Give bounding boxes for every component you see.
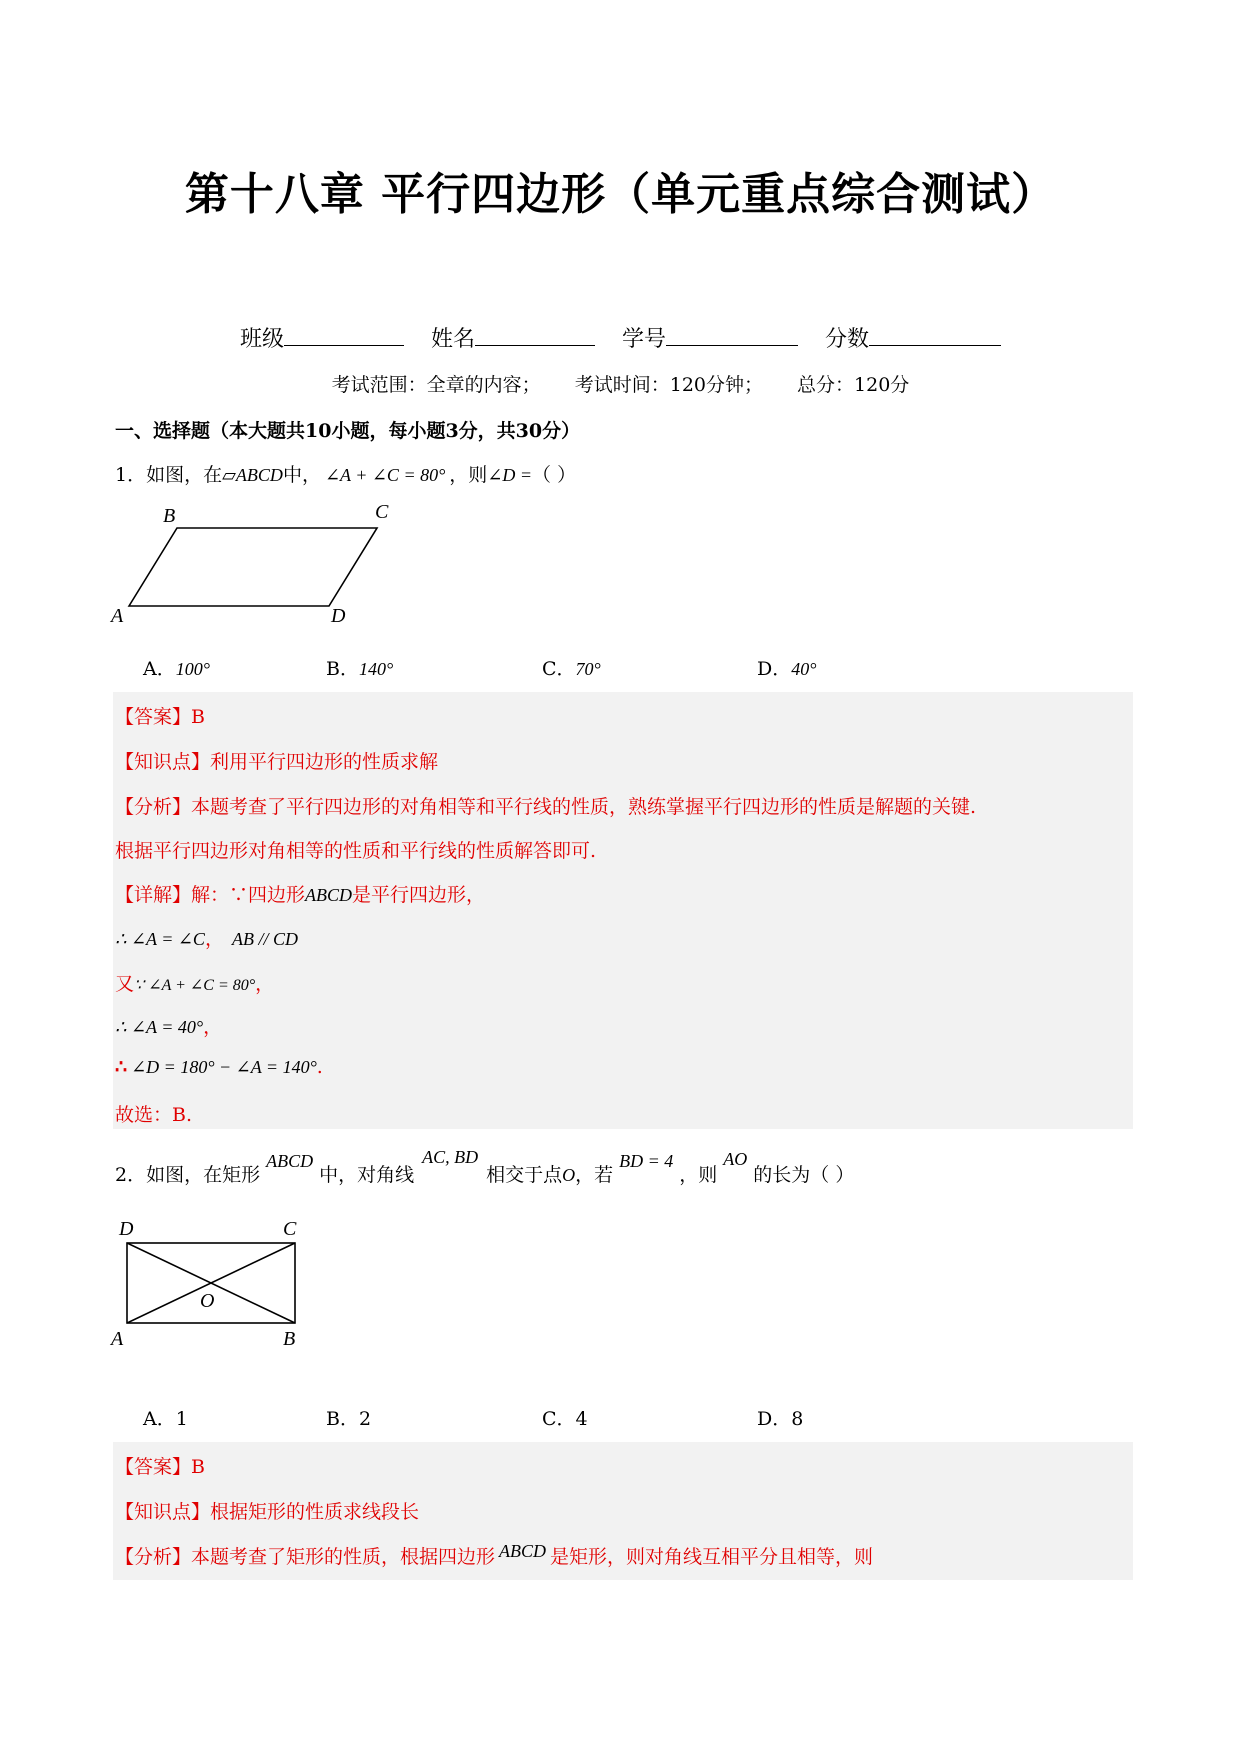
- question-2-stem: [115, 1147, 855, 1187]
- detail-math: ∴ ∠A = ∠C: [115, 929, 205, 949]
- q1-detail-line3: [115, 969, 274, 996]
- vertex-label-d: D: [331, 605, 346, 627]
- exam-scope-line: [0, 370, 1241, 397]
- vertex-label-o: O: [200, 1290, 215, 1312]
- q2-answer-box: [113, 1442, 1133, 1580]
- q1-answer-box: [113, 692, 1133, 1129]
- q2-analysis: [115, 1542, 873, 1569]
- q1-detail-line5: [115, 1056, 323, 1078]
- detail-math: ∵ ∠A + ∠C = 80°: [134, 977, 256, 994]
- analysis-tag: 【分析】: [115, 796, 192, 818]
- detail-math: ∠D = 180° − ∠A = 140°: [131, 1057, 317, 1077]
- detail-text: 是平行四边形，: [352, 884, 486, 906]
- option-value: 4: [575, 1408, 588, 1430]
- q1-detail-line6: 故选：B.: [115, 1104, 193, 1126]
- q2-option-b[interactable]: [326, 1404, 371, 1431]
- option-value: 2: [358, 1408, 372, 1430]
- page-title: 第十八章 平行四边形（单元重点综合测试）: [184, 169, 1057, 220]
- vertex-label-a: A: [111, 1328, 124, 1350]
- detail-math: ABCD: [305, 885, 353, 905]
- q1-option-a[interactable]: [143, 654, 210, 681]
- q2-option-c[interactable]: [542, 1404, 588, 1431]
- q2-answer: [115, 1452, 205, 1479]
- q1-math-angle-d: ∠D =: [487, 465, 533, 485]
- answer-tag: 【答案】: [115, 1456, 192, 1478]
- option-label: B．: [326, 1408, 359, 1430]
- name-field: [431, 322, 595, 353]
- q2-text-e: ，则: [679, 1164, 718, 1186]
- knowledge-tag: 【知识点】: [115, 751, 211, 773]
- class-field: [240, 322, 404, 353]
- exam-range: 考试范围：全章的内容；: [331, 374, 541, 396]
- q1-option-d[interactable]: [757, 654, 816, 681]
- question-1-stem: [115, 460, 576, 487]
- detail-text: ，: [203, 1016, 223, 1038]
- q2-text-f: 的长为（ ）: [753, 1164, 855, 1186]
- section-heading: 一、选择题（本大题共10小题，每小题3分，共30分）: [115, 420, 581, 442]
- vertex-label-b: B: [283, 1328, 296, 1350]
- analysis-text: 本题考查了平行四边形的对角相等和平行线的性质，熟练掌握平行四边形的性质是解题的关键.: [191, 796, 977, 818]
- q2-math-diagonals: AC, BD: [422, 1147, 479, 1167]
- name-label: 姓名: [430, 327, 475, 352]
- score-label: 分数: [825, 327, 870, 352]
- id-blank[interactable]: [666, 325, 798, 346]
- q1-detail-line2: [115, 924, 298, 951]
- q1-detail-line1: [115, 880, 485, 907]
- q1-text-b: 中，: [282, 464, 321, 486]
- q1-option-b[interactable]: [326, 654, 393, 681]
- analysis-math: ABCD: [499, 1541, 547, 1561]
- q2-text-a: 2．如图，在矩形: [115, 1164, 261, 1186]
- vertex-label-a: A: [111, 605, 124, 627]
- q2-option-a[interactable]: [143, 1404, 188, 1431]
- detail-text: .: [316, 1056, 323, 1078]
- answer-text: B: [191, 706, 205, 728]
- option-label: A．: [143, 658, 176, 680]
- student-info-row: [0, 322, 1241, 353]
- q2-math-point-o: O: [562, 1165, 576, 1185]
- detail-tag: 【详解】: [115, 884, 192, 906]
- q2-math-ao: AO: [723, 1149, 748, 1169]
- q2-text-d: ，若: [575, 1164, 614, 1186]
- analysis-text: 是矩形，则对角线互相平分且相等，则: [550, 1546, 874, 1568]
- q1-analysis-line2: 根据平行四边形对角相等的性质和平行线的性质解答即可.: [115, 840, 597, 862]
- detail-text: 解：∵四边形: [191, 884, 306, 906]
- id-label: 学号: [622, 327, 667, 352]
- option-value: 40°: [791, 659, 817, 679]
- class-blank[interactable]: [284, 325, 404, 346]
- name-blank[interactable]: [475, 325, 595, 346]
- q1-math-angle-sum: ∠A + ∠C = 80°: [324, 465, 446, 485]
- rectangle-figure: [105, 1215, 315, 1355]
- q2-math-bd: BD = 4: [619, 1151, 674, 1171]
- score-blank[interactable]: [869, 325, 1001, 346]
- q1-answer: [115, 702, 205, 729]
- option-label: B．: [326, 658, 359, 680]
- detail-text: ，: [255, 973, 275, 995]
- score-field: [825, 322, 1001, 353]
- class-label: 班级: [239, 327, 284, 352]
- q2-option-d[interactable]: [757, 1404, 803, 1431]
- q2-knowledge: [115, 1497, 419, 1524]
- detail-math: ∴ ∠A = 40°: [115, 1017, 204, 1037]
- vertex-label-c: C: [283, 1218, 297, 1240]
- detail-text: ，: [204, 928, 224, 950]
- option-label: D．: [757, 1408, 792, 1430]
- option-value: 70°: [575, 659, 601, 679]
- q2-text-c: 相交于点: [486, 1164, 563, 1186]
- analysis-tag: 【分析】: [115, 1546, 192, 1568]
- vertex-label-c: C: [375, 501, 389, 523]
- option-value: 8: [791, 1408, 804, 1430]
- option-label: A．: [143, 1408, 176, 1430]
- detail-text: ∴: [115, 1056, 128, 1078]
- detail-math: AB // CD: [231, 929, 298, 949]
- q1-knowledge: [115, 747, 438, 774]
- exam-total: 总分：120分: [797, 374, 910, 396]
- q1-text-c: ，则: [449, 464, 488, 486]
- answer-tag: 【答案】: [115, 706, 192, 728]
- parallelogram-figure: [105, 500, 405, 630]
- detail-text: 又: [115, 973, 135, 995]
- option-label: D．: [757, 658, 792, 680]
- analysis-text: 本题考查了矩形的性质，根据四边形: [191, 1546, 496, 1568]
- q2-text-b: 中，对角线: [319, 1164, 415, 1186]
- knowledge-text: 根据矩形的性质求线段长: [210, 1501, 420, 1523]
- exam-time: 考试时间：120分钟；: [574, 374, 763, 396]
- q2-math-rect: ABCD: [266, 1151, 314, 1171]
- q1-math-parallelogram: ▱ABCD: [222, 465, 283, 485]
- id-field: [622, 322, 798, 353]
- parallelogram-shape: [129, 528, 377, 606]
- vertex-label-d: D: [119, 1218, 134, 1240]
- knowledge-tag: 【知识点】: [115, 1501, 211, 1523]
- q1-text-d: （ ）: [532, 464, 577, 486]
- vertex-label-b: B: [163, 505, 176, 527]
- option-label: C．: [542, 658, 576, 680]
- q1-option-c[interactable]: [542, 654, 601, 681]
- option-value: 140°: [358, 659, 394, 679]
- q1-detail-line4: [115, 1012, 222, 1039]
- option-value: 100°: [175, 659, 210, 679]
- knowledge-text: 利用平行四边形的性质求解: [210, 751, 439, 773]
- q1-analysis-line1: [115, 792, 976, 819]
- option-value: 1: [175, 1408, 188, 1430]
- option-label: C．: [542, 1408, 576, 1430]
- q1-text-a: 1．如图，在: [115, 464, 223, 486]
- answer-text: B: [191, 1456, 205, 1478]
